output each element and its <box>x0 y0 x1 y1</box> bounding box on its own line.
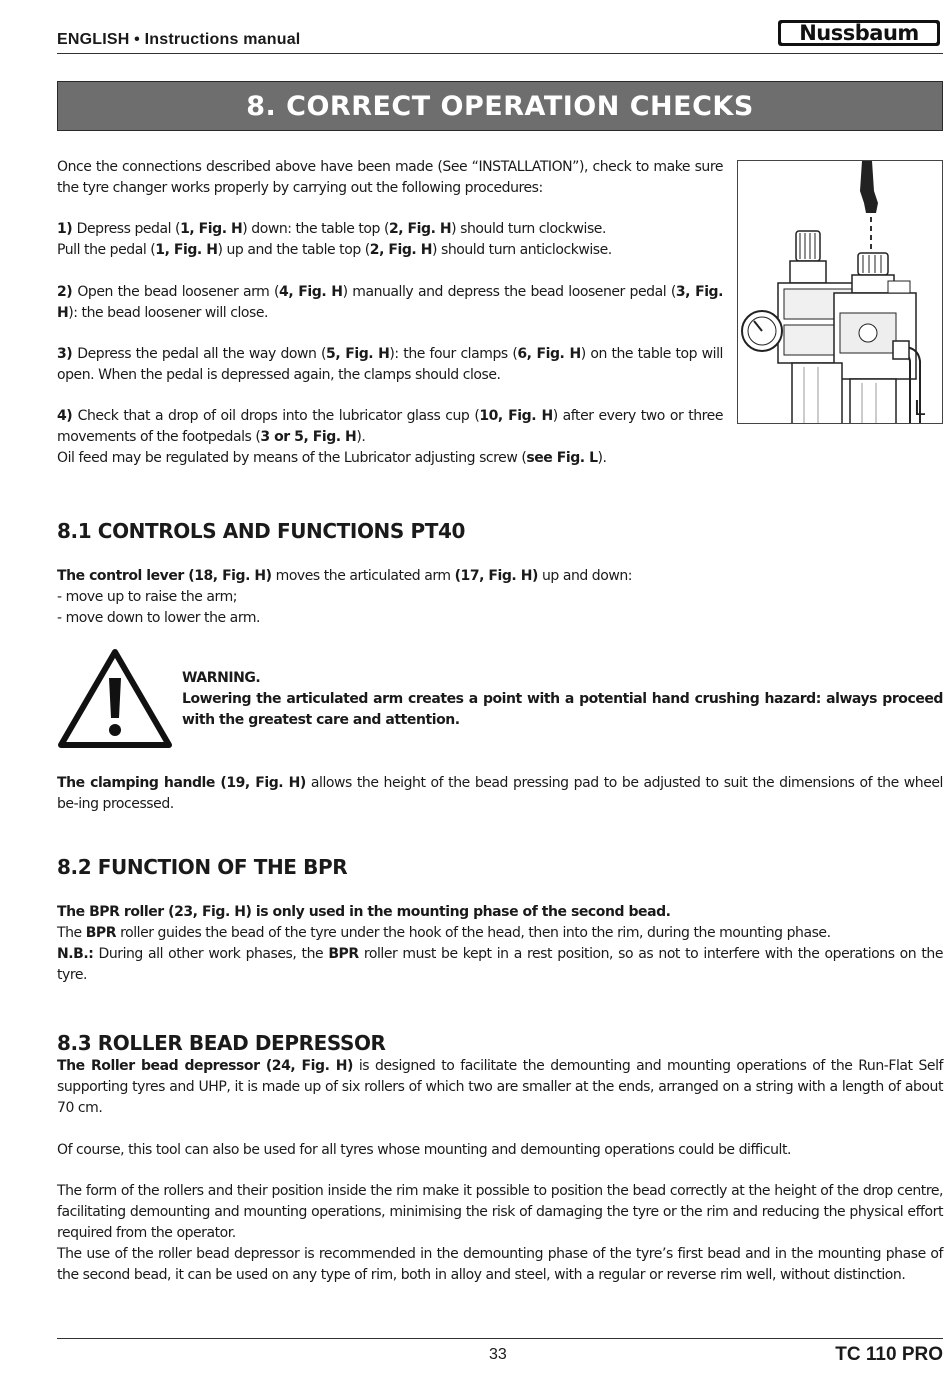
intro-text: Once the connections described above have been made (See “INSTALLATION”), check to make sure the tyre changer works properly by carrying out the following procedures: <box>57 159 723 196</box>
roller-paragraph: Of course, this tool can also be used for all tyres whose mounting and demounting operations could be difficult. <box>57 1142 791 1158</box>
section-title: 8. CORRECT OPERATION CHECKS <box>57 81 943 131</box>
step-line: 1) Depress pedal (1, Fig. H) down: the table top (2, Fig. H) should turn clockwise. <box>57 221 606 237</box>
step-line: 4) Check that a drop of oil drops into the lubricator glass cup (10, Fig. H) after every two or three movements of the footpedals (3 or 5, Fig. H). <box>57 408 724 445</box>
bpr-text: The BPR roller guides the bead of the tyre under the hook of the head, then into the rim, during the mounting phase. <box>57 925 831 941</box>
svg-text:Nussbaum: Nussbaum <box>799 21 919 45</box>
step-3 <box>57 344 723 386</box>
step-2 <box>57 282 723 324</box>
figure-label: L <box>914 396 926 420</box>
header-rule <box>57 53 943 54</box>
roller-paragraph: The form of the rollers and their position inside the rim make it possible to position the bead correctly at the height of the drop centre, facilitating demounting and mounting operations, minimising the risk of damaging the tyre or the rim and reducing the physical effort required from the operator. <box>57 1183 943 1241</box>
clamping-handle-text: The clamping handle (19, Fig. H) allows the height of the bead pressing pad to be adjusted to suit the dimensions of the wheel be-ing processed. <box>57 775 943 812</box>
step-line: 2) Open the bead loosener arm (4, Fig. H) manually and depress the bead loosener pedal (3, Fig. H): the bead loosener will close. <box>57 284 723 321</box>
step-number: 3) <box>57 346 78 362</box>
step-number: 1) <box>57 221 77 237</box>
footer-rule <box>57 1338 943 1339</box>
heading-8-1: 8.1 CONTROLS AND FUNCTIONS PT40 <box>57 519 465 543</box>
list-item: - move down to lower the arm. <box>57 610 261 626</box>
heading-8-3: 8.3 ROLLER BEAD DEPRESSOR <box>57 1031 386 1055</box>
warning-icon <box>57 648 173 749</box>
header-title: ENGLISH • Instructions manual <box>57 31 301 48</box>
roller-paragraph: The use of the roller bead depressor is recommended in the demounting phase of the tyre’s first bead and in the mounting phase of the second bead, it can be used on any type of rim, both in alloy and steel, with a regular or reverse rim well, without distinction. <box>57 1246 943 1283</box>
model-name: TC 110 PRO <box>835 1344 943 1365</box>
step-number: 2) <box>57 284 78 300</box>
figure-l <box>737 160 943 424</box>
step-line: 3) Depress the pedal all the way down (5, Fig. H): the four clamps (6, Fig. H) on the table top will open. When the pedal is depressed again, the clamps should close. <box>57 346 723 383</box>
heading-8-2: 8.2 FUNCTION OF THE BPR <box>57 855 348 879</box>
step-number: 4) <box>57 408 78 424</box>
brand-logo <box>778 18 940 48</box>
warning-title: WARNING. <box>182 670 261 686</box>
page-number: 33 <box>489 1346 507 1363</box>
control-lever-text: The control lever (18, Fig. H) moves the articulated arm (17, Fig. H) up and down: <box>57 568 633 584</box>
lubricator-illustration <box>738 161 943 424</box>
roller-intro: The Roller bead depressor (24, Fig. H) is designed to facilitate the demounting and mounting operations of the Run-Flat Self supporting tyres and UHP, it is made up of six rollers of which two are smaller at the ends, arranged on a string with a length of about 70 cm. <box>57 1058 943 1116</box>
list-item: - move up to raise the arm; <box>57 589 238 605</box>
step-4 <box>57 406 723 469</box>
bpr-intro: The BPR roller (23, Fig. H) is only used in the mounting phase of the second bead. <box>57 904 671 920</box>
step-line: Pull the pedal (1, Fig. H) up and the table top (2, Fig. H) should turn anticlockwise. <box>57 242 612 258</box>
warning-text: Lowering the articulated arm creates a point with a potential hand crushing hazard: always proceed with the greatest care and attention. <box>182 691 943 728</box>
step-line: Oil feed may be regulated by means of the Lubricator adjusting screw (see Fig. L). <box>57 450 607 466</box>
step-1 <box>57 219 723 261</box>
bpr-note: N.B.: During all other work phases, the BPR roller must be kept in a rest position, so as not to interfere with the operations on the tyre. <box>57 946 943 983</box>
